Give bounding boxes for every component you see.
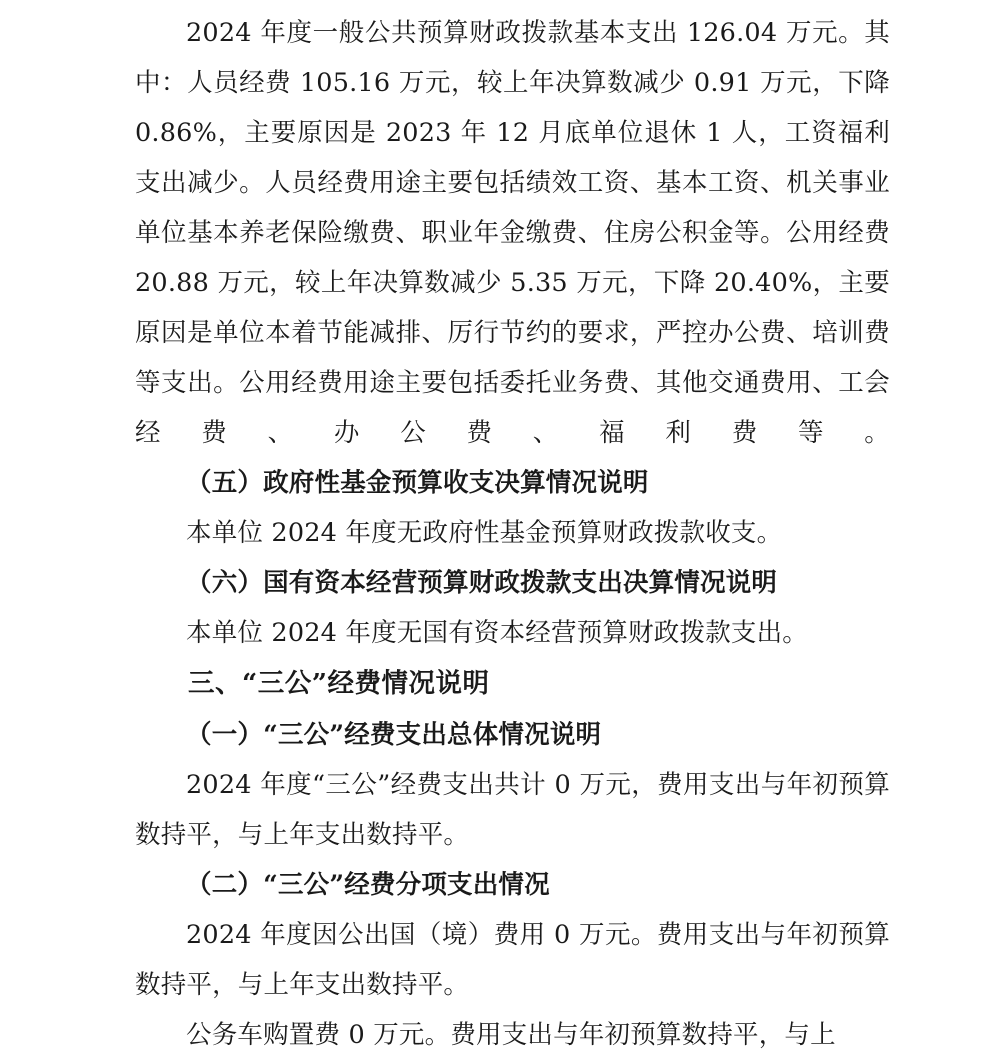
paragraph-basic-expenditure: 2024 年度一般公共预算财政拨款基本支出 126.04 万元。其中：人员经费 105.16 万元，较上年决算数减少 0.91 万元，下降 0.86%，主要原因是 2023 年 12 月底单位退休 1 人，工资福利支出减少。人员经费用途主要包括绩效工资、基本工资、机关事业单位基本养老保险缴费、职业年金缴费、住房公积金等。公用经费 20.88 万元，较上年决算数减少 5.35 万元，下降 20.40%，主要原因是单位本着节能减排、厉行节约的要求，严控办公费、培训费等支出。公用经费用途主要包括委托业务费、其他交通费用、工会经费、办公费、福利费等。 bbox=[135, 18, 890, 448]
heading-section-five: （五）政府性基金预算收支决算情况说明 bbox=[186, 468, 649, 498]
paragraph-section-five-body: 本单位 2024 年度无政府性基金预算财政拨款收支。 bbox=[186, 518, 783, 548]
heading-part-three: 三、“三公”经费情况说明 bbox=[188, 668, 490, 699]
heading-section-six: （六）国有资本经营预算财政拨款支出决算情况说明 bbox=[186, 568, 778, 598]
paragraph-part-three-sub-two-body: 2024 年度因公出国（境）费用 0 万元。费用支出与年初预算数持平，与上年支出数持平。 bbox=[135, 920, 890, 1000]
paragraph-vehicle-purchase: 公务车购置费 0 万元。费用支出与年初预算数持平，与上 bbox=[186, 1020, 836, 1050]
heading-part-three-sub-two: （二）“三公”经费分项支出情况 bbox=[186, 870, 550, 900]
heading-part-three-sub-one: （一）“三公”经费支出总体情况说明 bbox=[186, 720, 602, 750]
paragraph-section-six-body: 本单位 2024 年度无国有资本经营预算财政拨款支出。 bbox=[186, 618, 809, 648]
paragraph-part-three-sub-one-body: 2024 年度“三公”经费支出共计 0 万元，费用支出与年初预算数持平，与上年支出数持平。 bbox=[135, 770, 890, 850]
